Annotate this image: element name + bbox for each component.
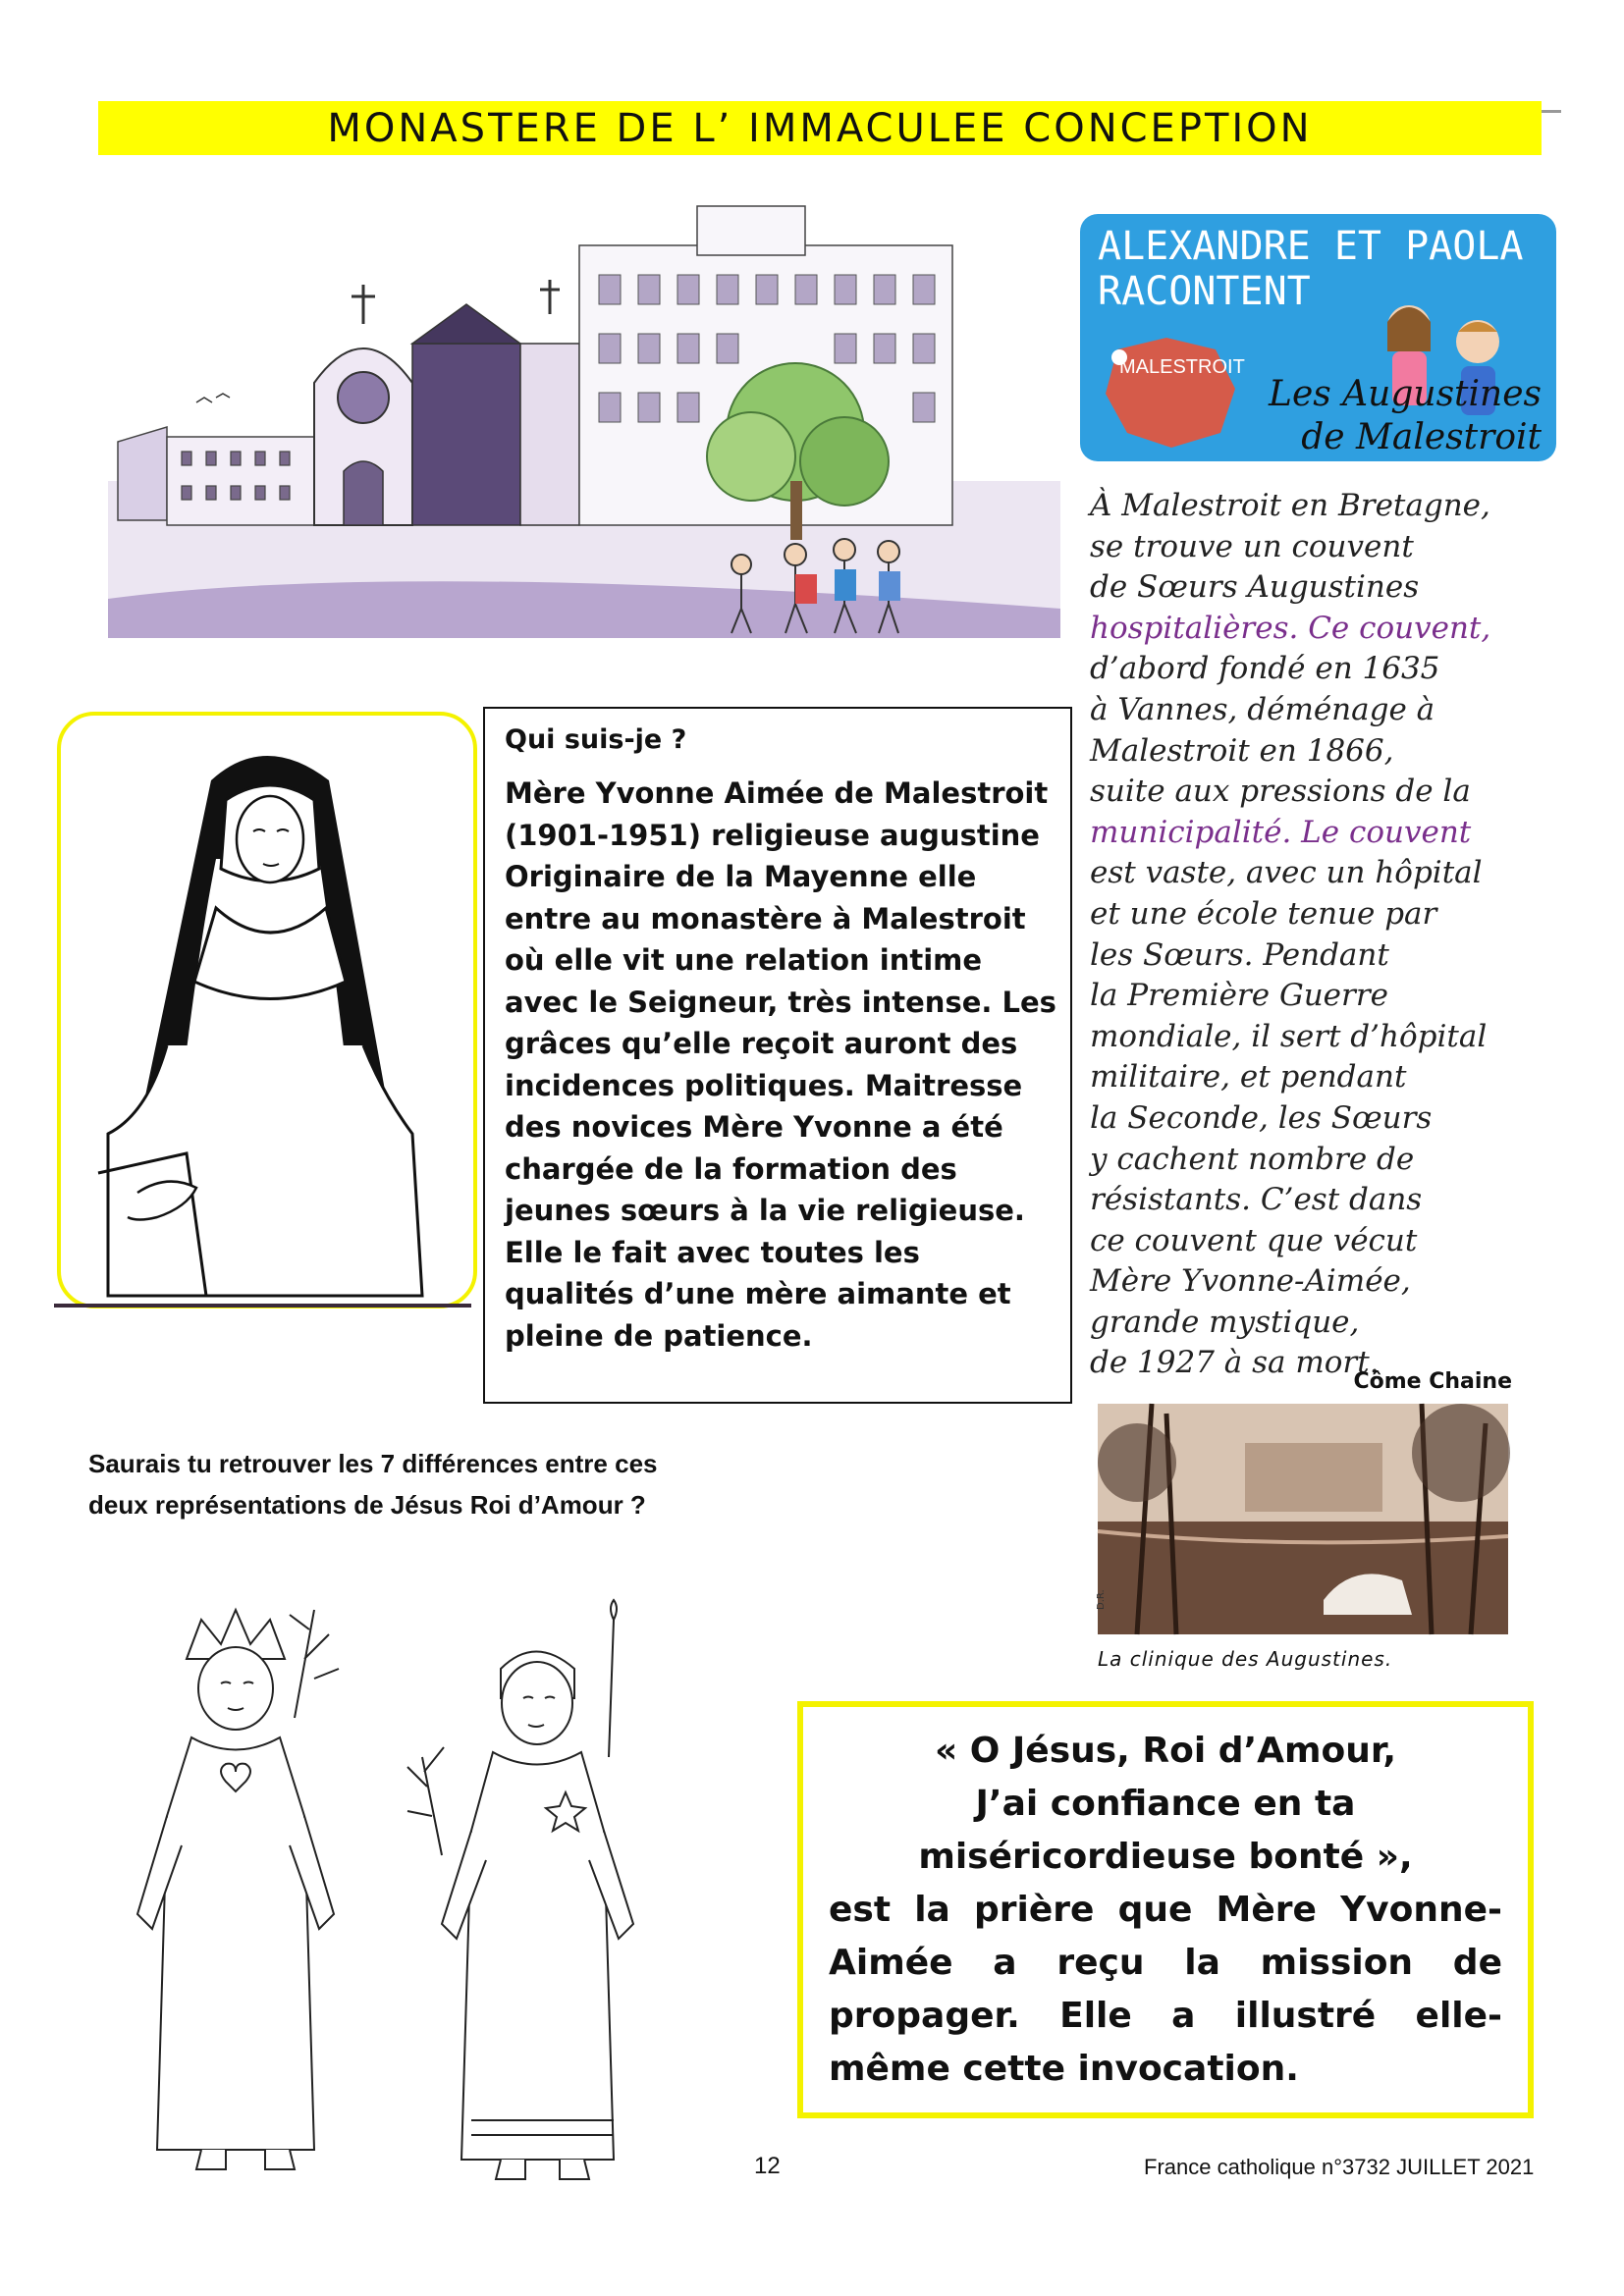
nun-portrait [69, 721, 461, 1296]
prayer-line: miséricordieuse bonté », [918, 1837, 1413, 1877]
quiz-line: incidences politiques. Maitresse [505, 1068, 1023, 1102]
column-line: grande mystique, [1090, 1304, 1360, 1340]
column-line: à Vannes, déménage à [1090, 691, 1435, 727]
prayer-line: J’ai confiance en ta [975, 1784, 1356, 1824]
column-line: se trouve un couvent [1090, 528, 1414, 564]
prompt-line2: deux représentations de Jésus Roi d’Amour ? [88, 1490, 646, 1520]
section-subtitle [1247, 373, 1542, 459]
france-map-icon [1098, 330, 1245, 453]
banner-title-line2: RACONTENT [1098, 269, 1311, 314]
column-line: est vaste, avec un hôpital [1090, 855, 1483, 891]
map-label: MALESTROIT [1119, 356, 1245, 378]
prayer-line: même cette invocation. [829, 2049, 1299, 2089]
publication-footer: France catholique n°3732 JUILLET 2021 [1144, 2155, 1535, 2179]
quiz-line: jeunes sœurs à la vie religieuse. [505, 1194, 1025, 1227]
column-line: résistants. C’est dans [1090, 1182, 1423, 1218]
who-am-i-box [483, 707, 1072, 1404]
prayer-line: est la prière que Mère Yvonne- [829, 1890, 1502, 1930]
portrait-underline [54, 1304, 471, 1308]
monastery-illustration [108, 187, 1060, 638]
clinic-photo [1098, 1404, 1508, 1634]
column-line: de 1927 à sa mort. [1090, 1345, 1380, 1381]
prompt-line1: Saurais tu retrouver les 7 différences entre ces [88, 1449, 658, 1478]
page-number: 12 [754, 2153, 781, 2179]
column-line: d’abord fondé en 1635 [1090, 651, 1440, 687]
subtitle-line1: Les Augustines [1269, 374, 1542, 414]
column-line: municipalité. Le couvent [1090, 814, 1472, 850]
column-line: les Sœurs. Pendant [1090, 936, 1389, 973]
column-line: de Sœurs Augustines [1090, 569, 1420, 606]
clinic-caption: La clinique des Augustines. [1098, 1647, 1393, 1671]
quiz-body [505, 773, 1056, 1357]
quiz-line: pleine de patience. [505, 1318, 813, 1353]
quiz-line: Elle le fait avec toutes les [505, 1235, 920, 1269]
quiz-line: avec le Seigneur, très intense. Les [505, 985, 1056, 1019]
page-title: MONASTERE DE L’ IMMACULEE CONCEPTION [327, 105, 1313, 151]
jesus-drawing-right [403, 1610, 687, 2189]
quiz-line: grâces qu’elle reçoit auront des [505, 1027, 1018, 1060]
column-line: hospitalières. Ce couvent, [1090, 610, 1491, 646]
banner-title-line1: ALEXANDRE ET PAOLA [1098, 224, 1524, 269]
page-title-bar [98, 101, 1542, 155]
author-credit: Côme Chaine [1353, 1369, 1512, 1394]
quiz-line: qualités d’une mère aimante et [505, 1277, 1011, 1310]
differences-prompt [88, 1443, 776, 1525]
prayer-line: Aimée a reçu la mission de [829, 1943, 1502, 1983]
subtitle-line2: de Malestroit [1301, 417, 1542, 457]
column-line: et une école tenue par [1090, 895, 1437, 932]
column-line: À Malestroit en Bretagne, [1090, 488, 1490, 523]
column-line: mondiale, il sert d’hôpital [1090, 1018, 1488, 1054]
prayer-box [797, 1701, 1534, 2118]
column-line: suite aux pressions de la [1090, 774, 1471, 810]
prayer-line: propager. Elle a illustré elle- [829, 1996, 1502, 2036]
column-line: militaire, et pendant [1090, 1059, 1407, 1095]
column-line: Mère Yvonne-Aimée, [1090, 1263, 1411, 1300]
column-line: la Seconde, les Sœurs [1090, 1099, 1433, 1136]
photo-credit: D.R. [1096, 1589, 1107, 1610]
prayer-line: « O Jésus, Roi d’Amour, [934, 1731, 1397, 1771]
quiz-line: Mère Yvonne Aimée de Malestroit [505, 776, 1049, 810]
quiz-line: Originaire de la Mayenne elle [505, 860, 977, 893]
quiz-line: où elle vit une relation intime [505, 943, 983, 977]
column-line: la Première Guerre [1090, 978, 1389, 1014]
quiz-line: entre au monastère à Malestroit [505, 901, 1026, 935]
jesus-drawing-left [108, 1590, 403, 2179]
column-line: Malestroit en 1866, [1090, 732, 1394, 769]
quiz-heading: Qui suis-je ? [505, 724, 687, 755]
column-line: y cachent nombre de [1090, 1141, 1415, 1177]
quiz-line: chargée de la formation des [505, 1151, 957, 1186]
column-line: ce couvent que vécut [1090, 1222, 1418, 1258]
history-column [1090, 486, 1561, 1384]
title-divider [1542, 110, 1561, 113]
quiz-line: des novices Mère Yvonne a été [505, 1110, 1003, 1144]
quiz-line: (1901-1951) religieuse augustine [505, 818, 1040, 852]
